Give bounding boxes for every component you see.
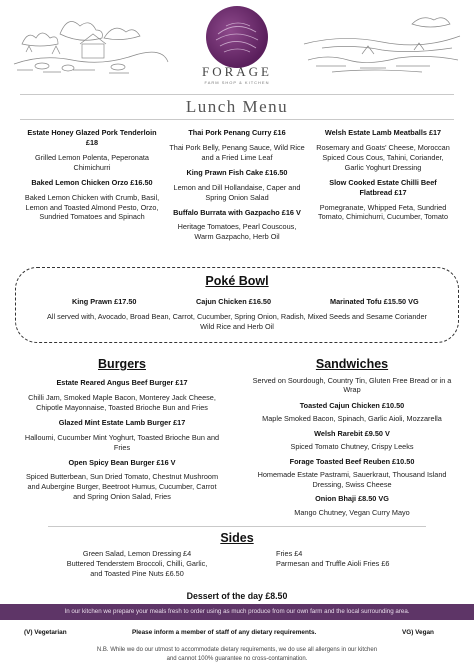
side-item: Green Salad, Lemon Dressing £4 xyxy=(82,549,192,558)
poke-option-marinated-tofu: Marinated Tofu £15.50 VG xyxy=(330,297,419,306)
menu-item-desc: Heritage Tomatoes, Pearl Couscous, Warm Gazpacho, Herb Oil xyxy=(177,222,297,242)
dietary-notice: Please inform a member of staff of any dietary requirements. xyxy=(132,629,317,636)
menu-item-desc: Homemade Estate Pastrami, Sauerkraut, Thousand Island Dressing, Swiss Cheese xyxy=(257,470,447,489)
forage-logo-emblem xyxy=(206,6,268,68)
allergen-disclaimer: N.B. While we do our utmost to accommodate dietary requirements, we do use all allergens in our kitchen and cannot 100% guarantee no cross-contamination. xyxy=(96,647,378,662)
sandwiches-column xyxy=(252,376,452,522)
burgers-title: Burgers xyxy=(98,357,146,371)
menu-item-desc: Spiced Tomato Chutney, Crispy Leeks xyxy=(290,442,414,452)
sides-divider xyxy=(48,526,426,527)
menu-item xyxy=(252,494,452,517)
menu-item-title: Open Spicy Bean Burger £16 V xyxy=(68,457,176,467)
burgers-column xyxy=(22,378,222,507)
menu-item xyxy=(22,178,162,223)
side-item: Parmesan and Truffle Aioli Fries £6 xyxy=(276,559,390,569)
menu-item xyxy=(22,418,222,453)
menu-item-desc: Rosemary and Goats' Cheese, Moroccan Spiced Cous Cous, Tahini, Coriander, Garlic Yoghurt Dressing xyxy=(316,142,450,172)
vegetarian-key: (V) Vegetarian xyxy=(24,629,67,636)
brand-subtitle: FARM SHOP & KITCHEN xyxy=(204,80,270,85)
menu-item-title: Estate Honey Glazed Pork Tenderloin £18 xyxy=(27,128,157,147)
brand-name: FORAGE xyxy=(201,64,272,79)
menu-item xyxy=(168,168,306,203)
dessert-line: Dessert of the day £8.50 xyxy=(186,591,288,601)
vegan-key: VG) Vegan xyxy=(402,629,434,636)
menu-item xyxy=(312,128,454,173)
menu-item xyxy=(22,378,222,413)
menu-item-desc: Pomegranate, Whipped Feta, Sundried Tomato, Chimichurri, Cucumber, Tomato xyxy=(317,202,449,222)
header-divider xyxy=(20,94,454,95)
menu-item-title: Toasted Cajun Chicken £10.50 xyxy=(299,400,405,410)
menu-item xyxy=(22,458,222,503)
sides-list-right xyxy=(276,549,389,569)
menu-item xyxy=(312,178,454,223)
side-item: Buttered Tenderstem Broccoli, Chilli, Garlic, and Toasted Pine Nuts £6.50 xyxy=(66,559,208,579)
menu-item-title: Glazed Mint Estate Lamb Burger £17 xyxy=(58,417,186,427)
poke-bowl-desc: All served with, Avocado, Broad Bean, Carrot, Cucumber, Spring Onion, Radish, Mixed Seeds and Sesame Coriander Wild Rice and Herb Oil xyxy=(47,312,427,331)
menu-item-title: Welsh Estate Lamb Meatballs £17 xyxy=(324,128,442,137)
menu-item-desc: Mango Chutney, Vegan Curry Mayo xyxy=(294,507,410,517)
menu-title: Lunch Menu xyxy=(185,97,289,116)
menu-item xyxy=(252,429,452,452)
menu-column-center xyxy=(168,128,306,247)
sides-title: Sides xyxy=(220,531,254,545)
menu-item xyxy=(252,401,452,424)
menu-item xyxy=(168,208,306,243)
poke-bowl-box xyxy=(15,267,459,343)
menu-column-right xyxy=(312,128,454,227)
dietary-key-row xyxy=(0,629,474,639)
menu-item-desc: Lemon and Dill Hollandaise, Caper and Spring Onion Salad xyxy=(173,182,301,202)
title-divider xyxy=(20,119,454,120)
menu-item-title: Buffalo Burrata with Gazpacho £16 V xyxy=(173,207,301,217)
menu-item xyxy=(22,128,162,173)
menu-item-title: Onion Bhaji £8.50 VG xyxy=(315,494,389,504)
poke-option-king-prawn: King Prawn £17.50 xyxy=(72,297,137,306)
coastline-landscape-sketch xyxy=(302,4,462,78)
menu-item xyxy=(168,128,306,163)
menu-item-desc: Grilled Lemon Polenta, Peperonata Chimichurri xyxy=(35,152,149,172)
sides-list-left xyxy=(66,549,208,580)
sandwiches-intro: Served on Sourdough, Country Tin, Gluten Free Bread or in a Wrap xyxy=(252,376,452,395)
menu-item-title: Thai Pork Penang Curry £16 xyxy=(188,128,286,137)
menu-item-desc: Halloumi, Cucumber Mint Yoghurt, Toasted Brioche Bun and Fries xyxy=(24,432,220,452)
side-item: Fries £4 xyxy=(276,549,303,558)
menu-item xyxy=(252,457,452,489)
menu-item-title: Forage Toasted Beef Reuben £10.50 xyxy=(289,456,415,466)
menu-item-title: Estate Reared Angus Beef Burger £17 xyxy=(56,378,188,387)
poke-bowl-title: Poké Bowl xyxy=(205,274,269,288)
menu-item-desc: Thai Pork Belly, Penang Sauce, Wild Rice and a Fried Lime Leaf xyxy=(169,142,305,162)
logo-swirl-icon xyxy=(206,6,268,68)
poke-option-cajun-chicken: Cajun Chicken £16.50 xyxy=(196,297,272,306)
produce-notice-band: In our kitchen we prepare your meals fresh to order using as much produce from our own farm and the local surrounding area. xyxy=(0,604,474,620)
menu-item-title: Slow Cooked Estate Chilli Beef Flatbread £17 xyxy=(329,177,437,197)
menu-item-desc: Spiced Butterbean, Sun Dried Tomato, Chestnut Mushroom and Aubergine Burger, Beetroot Humus, Cucumber, Carrot and Spring Onion Salad, Fries xyxy=(25,472,219,502)
menu-item-title: Welsh Rarebit £9.50 V xyxy=(314,428,390,438)
sandwiches-title: Sandwiches xyxy=(315,357,389,371)
menu-item-title: King Prawn Fish Cake £16.50 xyxy=(186,167,288,177)
menu-column-left xyxy=(22,128,162,227)
menu-item-desc: Baked Lemon Chicken with Crumb, Basil, Lemon and Toasted Almond Pesto, Orzo, Sundried Tomatoes and Spinach xyxy=(24,192,160,222)
poke-options-row xyxy=(16,297,458,311)
menu-item-desc: Maple Smoked Bacon, Spinach, Garlic Aioli, Mozzarella xyxy=(262,414,442,424)
menu-header xyxy=(0,0,474,92)
menu-item-desc: Chilli Jam, Smoked Maple Bacon, Monterey Jack Cheese, Chipotle Mayonnaise, Toasted Brioche Bun and Fries xyxy=(28,392,216,412)
menu-item-title: Baked Lemon Chicken Orzo £16.50 xyxy=(31,177,153,187)
